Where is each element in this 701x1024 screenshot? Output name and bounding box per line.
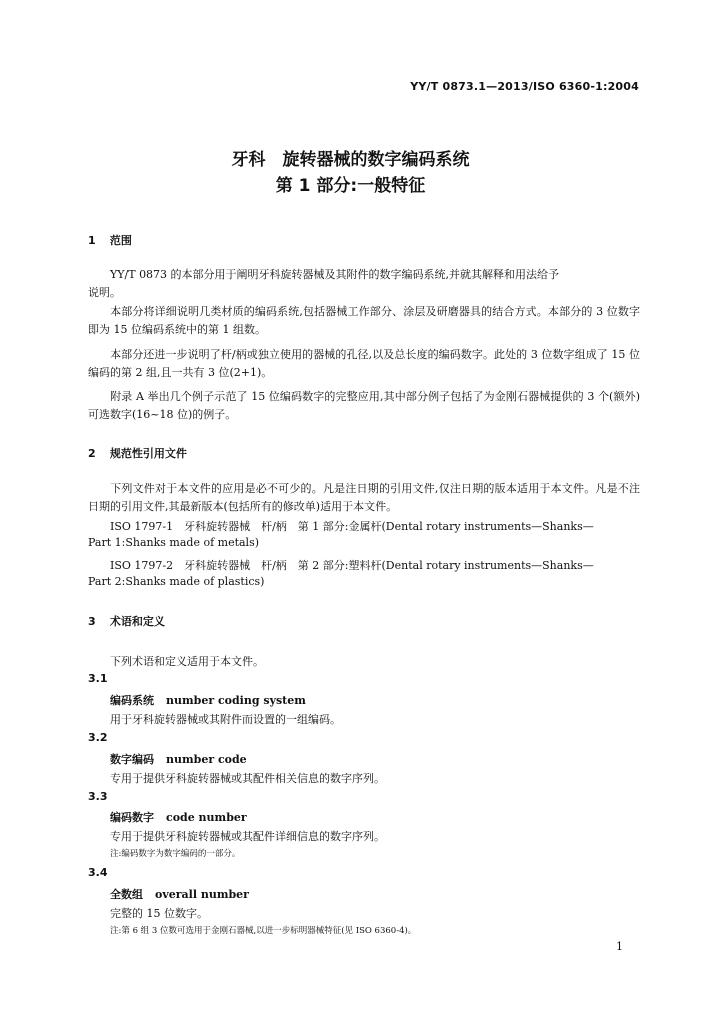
term-number: 3.2: [88, 731, 108, 744]
term-definition: 专用于提供牙科旋转器械或其配件详细信息的数字序列。: [110, 830, 385, 843]
term-definition: 完整的 15 位数字。: [110, 907, 208, 920]
section-3-heading: [88, 613, 165, 629]
section-2-paragraph-1: 下列文件对于本文件的应用是必不可少的。凡是注日期的引用文件,仅注日期的版本适用于本文件。凡是不注日期的引用文件,其最新版本(包括所有的修改单)适用于本文件。: [88, 482, 640, 513]
term-heading: [110, 692, 306, 708]
section-1-heading: [88, 232, 132, 248]
term-en: number code: [166, 753, 247, 766]
term-heading: [110, 751, 247, 767]
section-1-paragraph-1-line-1: YY/T 0873 的本部分用于阐明牙科旋转器械及其附件的数字编码系统,并就其解释和用法给予: [110, 268, 560, 281]
section-title: 规范性引用文件: [109, 447, 187, 460]
term-zh: 编码系统: [110, 694, 154, 707]
section-number: 3: [88, 615, 96, 628]
term-definition: 用于牙科旋转器械或其附件而设置的一组编码。: [110, 713, 341, 726]
standard-code: YY/T 0873.1—2013/ISO 6360-1:2004: [410, 80, 639, 93]
term-heading: [110, 809, 247, 825]
section-number: 1: [88, 234, 96, 247]
document-title: 牙科 旋转器械的数字编码系统: [231, 150, 470, 170]
term-zh: 编码数字: [110, 811, 154, 824]
section-1-paragraph-2: 本部分将详细说明几类材质的编码系统,包括器械工作部分、涂层及研磨器具的结合方式。本部分的 3 位数字即为 15 位编码系统中的第 1 组数。: [88, 305, 640, 336]
term-number: 3.3: [88, 790, 108, 803]
reference-iso-1797-2-line-1: ISO 1797-2 牙科旋转器械 杆/柄 第 2 部分:塑料杆(Dental rotary instruments—Shanks—: [110, 559, 594, 572]
section-1-paragraph-3: 本部分还进一步说明了杆/柄或独立使用的器械的孔径,以及总长度的编码数字。此处的 3 位数字组成了 15 位编码的第 2 组,且一共有 3 位(2+1)。: [88, 348, 640, 379]
term-en: number coding system: [166, 694, 306, 707]
term-en: code number: [166, 811, 247, 824]
term-zh: 全数组: [110, 888, 143, 901]
reference-iso-1797-1-line-2: Part 1:Shanks made of metals): [88, 536, 260, 549]
section-2-heading: [88, 445, 187, 461]
term-note: 注:第 6 组 3 位数可选用于金刚石器械,以进一步标明器械特征(见 ISO 6360-4)。: [110, 926, 417, 936]
section-1-paragraph-1-line-2: 说明。: [88, 286, 121, 299]
section-title: 术语和定义: [109, 615, 165, 628]
section-3-intro: 下列术语和定义适用于本文件。: [110, 655, 264, 668]
section-title: 范围: [109, 234, 132, 247]
term-heading: [110, 886, 249, 902]
term-definition: 专用于提供牙科旋转器械或其配件相关信息的数字序列。: [110, 772, 385, 785]
section-number: 2: [88, 447, 96, 460]
term-zh: 数字编码: [110, 753, 154, 766]
term-note: 注:编码数字为数字编码的一部分。: [110, 849, 241, 859]
reference-iso-1797-2-line-2: Part 2:Shanks made of plastics): [88, 575, 265, 588]
document-subtitle: 第 1 部分:一般特征: [275, 176, 426, 196]
term-number: 3.4: [88, 866, 108, 879]
reference-iso-1797-1-line-1: ISO 1797-1 牙科旋转器械 杆/柄 第 1 部分:金属杆(Dental rotary instruments—Shanks—: [110, 520, 594, 533]
term-en: overall number: [155, 888, 249, 901]
term-number: 3.1: [88, 672, 108, 685]
page-number: 1: [616, 940, 623, 953]
section-1-paragraph-4: 附录 A 举出几个例子示范了 15 位编码数字的完整应用,其中部分例子包括了为金刚石器械提供的 3 个(额外)可选数字(16~18 位)的例子。: [88, 390, 640, 421]
